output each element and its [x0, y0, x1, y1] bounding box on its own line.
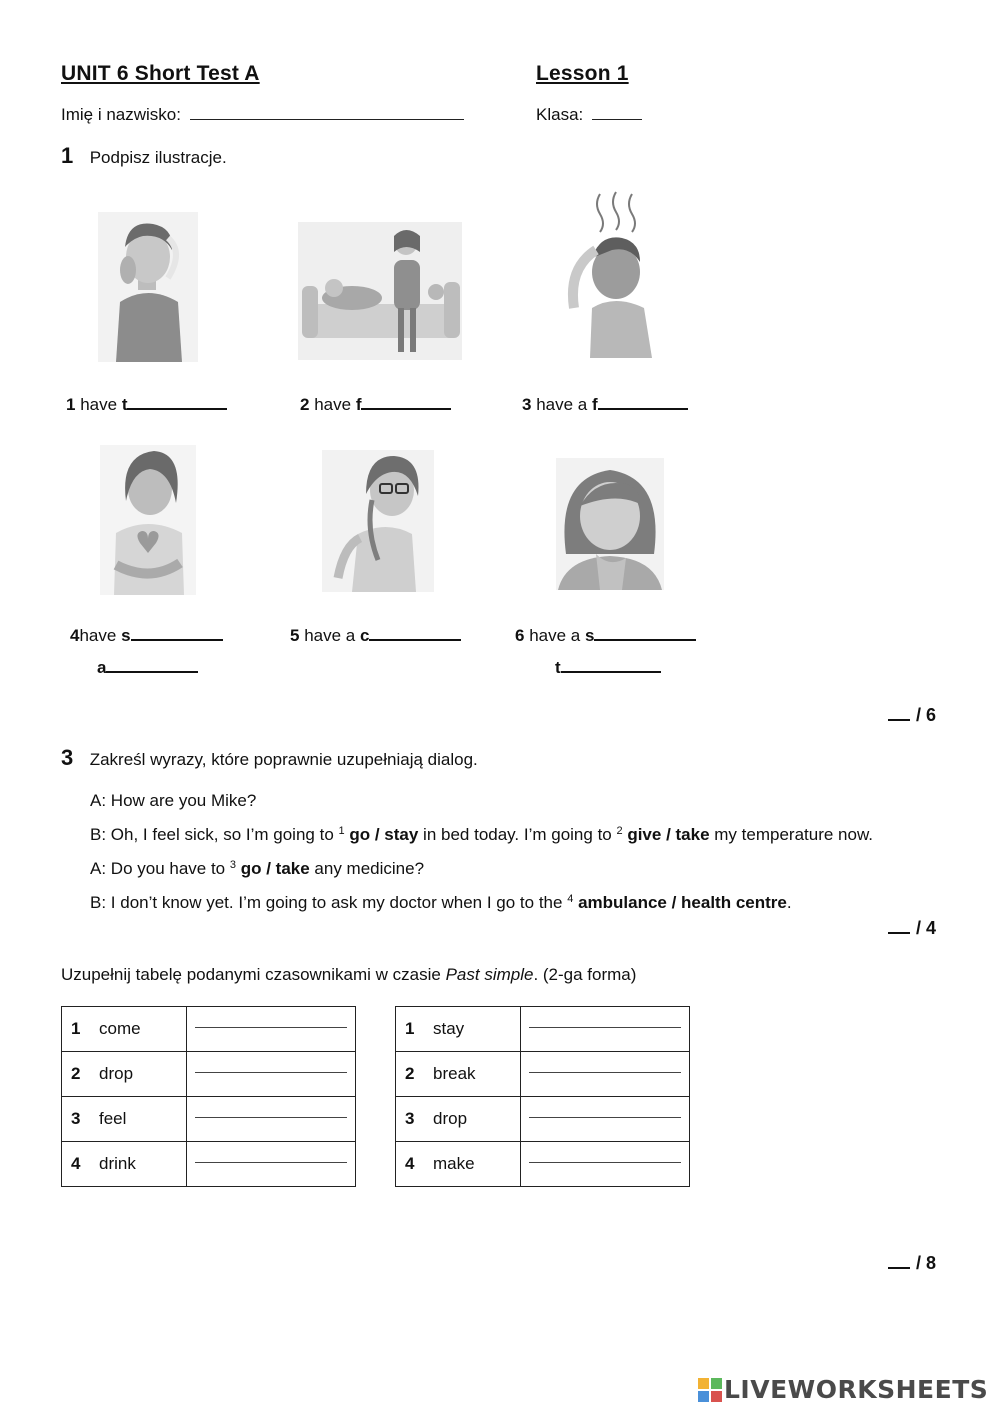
dialog-text: : Oh, I feel sick, so I’m going to: [101, 825, 339, 844]
caption-6-letter-2: t: [555, 658, 561, 677]
gap-number: 3: [229, 859, 236, 871]
row-number: 4: [71, 1154, 81, 1173]
exercise-3-score-blank: [888, 918, 910, 934]
caption-1-letter: t: [121, 395, 128, 414]
dialog-line-2: [90, 816, 970, 850]
speaker-label: A: [90, 859, 102, 878]
verb-table-right: [395, 1006, 690, 1187]
class-input[interactable]: [592, 105, 642, 120]
table-exercise-score-total: / 8: [916, 1253, 937, 1273]
verb-cell: [62, 1097, 187, 1142]
caption-2-letter: f: [355, 395, 362, 414]
speaker-label: B: [90, 825, 102, 844]
gap-number: 2: [616, 825, 623, 837]
liveworksheets-logo: LIVEWORKSHEETS: [724, 1375, 989, 1404]
table-row: [396, 1142, 690, 1187]
exercise-3-score: [888, 918, 936, 939]
table-row: [396, 1052, 690, 1097]
flu-illustration: [298, 222, 462, 360]
answer-cell[interactable]: [521, 1007, 690, 1052]
worksheet-title: UNIT 6 Short Test A: [61, 62, 260, 85]
toothache-illustration: [98, 212, 198, 362]
answer-cell[interactable]: [521, 1142, 690, 1187]
name-label: Imię i nazwisko:: [61, 105, 181, 124]
verb-cell: [396, 1142, 521, 1187]
instruction-italic: Past simple: [445, 965, 534, 984]
stomach-ache-illustration: [100, 445, 196, 595]
caption-6-letter: s: [584, 626, 595, 645]
caption-1-text: have: [80, 395, 118, 414]
speaker-label: A: [90, 791, 102, 810]
instruction-text: . (2-ga forma): [533, 965, 637, 984]
class-label: Klasa:: [536, 105, 584, 124]
cold-illustration: [322, 450, 434, 592]
exercise-3-number: 3: [61, 745, 74, 770]
verb: drink: [99, 1154, 136, 1173]
exercise-1-number: 1: [61, 143, 74, 168]
choice-options-1[interactable]: go / stay: [349, 825, 419, 844]
caption-6-number: 6: [515, 626, 525, 645]
exercise-1-score-total: / 6: [916, 705, 937, 725]
exercise-3-instruction: Zakreśl wyrazy, które poprawnie uzupełniają dialog.: [89, 750, 478, 769]
verb: drop: [433, 1109, 468, 1128]
caption-6: [515, 625, 696, 646]
verb: make: [433, 1154, 475, 1173]
row-number: 2: [71, 1064, 81, 1083]
caption-3-blank[interactable]: [598, 394, 688, 410]
answer-cell[interactable]: [187, 1007, 356, 1052]
caption-4-blank[interactable]: [131, 625, 223, 641]
caption-1-number: 1: [66, 395, 76, 414]
caption-4-letter-2: a: [97, 658, 107, 677]
instruction-text: Uzupełnij tabelę podanymi czasownikami w czasie: [61, 965, 446, 984]
caption-2-number: 2: [300, 395, 310, 414]
caption-5: [290, 625, 461, 646]
liveworksheets-logo-icon: [698, 1378, 722, 1402]
answer-cell[interactable]: [187, 1142, 356, 1187]
table-exercise-score: [888, 1253, 936, 1274]
dialog: [90, 785, 970, 918]
caption-4-blank-2[interactable]: [106, 657, 198, 673]
caption-4-text: have: [79, 626, 117, 645]
choice-options-4[interactable]: ambulance / health centre: [578, 893, 787, 912]
table-row: [62, 1007, 356, 1052]
caption-2-blank[interactable]: [361, 394, 451, 410]
caption-3-text: have a: [536, 395, 588, 414]
dialog-text: : How are you Mike?: [101, 791, 257, 810]
verb: break: [433, 1064, 476, 1083]
verb-table-left: [61, 1006, 356, 1187]
row-number: 3: [405, 1109, 415, 1128]
caption-1: [66, 394, 227, 415]
class-field-row: [536, 105, 642, 125]
answer-cell[interactable]: [521, 1052, 690, 1097]
row-number: 3: [71, 1109, 81, 1128]
exercise-3-score-total: / 4: [916, 918, 937, 938]
caption-1-blank[interactable]: [127, 394, 227, 410]
caption-3-number: 3: [522, 395, 532, 414]
fever-illustration: [560, 188, 660, 358]
exercise-1-header: [61, 143, 227, 169]
caption-5-blank[interactable]: [369, 625, 461, 641]
exercise-1-instruction: Podpisz ilustracje.: [89, 148, 227, 167]
table-row: [62, 1052, 356, 1097]
dialog-text: in bed today. I’m going to: [418, 825, 617, 844]
answer-cell[interactable]: [521, 1097, 690, 1142]
dialog-text: my temperature now.: [709, 825, 874, 844]
dialog-text: : I don’t know yet. I’m going to ask my doctor when I go to the: [101, 893, 568, 912]
caption-4-letter: s: [121, 626, 131, 645]
verb: come: [99, 1019, 141, 1038]
name-field-row: [61, 105, 464, 125]
caption-4-line-2: [97, 657, 198, 678]
table-row: [396, 1097, 690, 1142]
table-row: [62, 1097, 356, 1142]
caption-5-number: 5: [290, 626, 300, 645]
table-exercise-instruction: [61, 965, 636, 985]
verb: stay: [433, 1019, 465, 1038]
dialog-text: : Do you have to: [101, 859, 230, 878]
caption-3: [522, 394, 688, 415]
row-number: 2: [405, 1064, 415, 1083]
verb-cell: [396, 1007, 521, 1052]
name-input[interactable]: [190, 105, 464, 120]
choice-options-2[interactable]: give / take: [627, 825, 710, 844]
caption-6-blank[interactable]: [594, 625, 696, 641]
exercise-1-score: [888, 705, 936, 726]
caption-2-text: have: [314, 395, 352, 414]
verb-cell: [62, 1142, 187, 1187]
verb-cell: [62, 1052, 187, 1097]
verb-cell: [62, 1007, 187, 1052]
dialog-text: .: [786, 893, 792, 912]
verb: feel: [99, 1109, 127, 1128]
speaker-label: B: [90, 893, 102, 912]
verb: drop: [99, 1064, 134, 1083]
caption-5-letter: c: [359, 626, 370, 645]
row-number: 1: [405, 1019, 415, 1038]
dialog-line-4: [90, 884, 970, 918]
caption-4: [70, 625, 223, 646]
table-exercise-score-blank: [888, 1253, 910, 1269]
row-number: 1: [71, 1019, 81, 1038]
table-row: [62, 1142, 356, 1187]
dialog-line-3: [90, 850, 970, 884]
gap-number: 4: [567, 893, 574, 905]
lesson-title: Lesson 1: [536, 62, 629, 85]
answer-cell[interactable]: [187, 1052, 356, 1097]
verb-cell: [396, 1097, 521, 1142]
gap-number: 1: [338, 825, 345, 837]
caption-3-letter: f: [591, 395, 598, 414]
caption-6-blank-2[interactable]: [561, 657, 661, 673]
dialog-line-1: [90, 785, 970, 816]
caption-6-line-2: [555, 657, 661, 678]
verb-cell: [396, 1052, 521, 1097]
row-number: 4: [405, 1154, 415, 1173]
exercise-3-header: [61, 745, 478, 771]
dialog-text: any medicine?: [309, 859, 425, 878]
choice-options-3[interactable]: go / take: [240, 859, 310, 878]
caption-2: [300, 394, 451, 415]
answer-cell[interactable]: [187, 1097, 356, 1142]
exercise-1-score-blank: [888, 705, 910, 721]
sore-throat-illustration: [556, 458, 664, 590]
caption-4-number: 4: [70, 626, 80, 645]
caption-5-text: have a: [304, 626, 356, 645]
table-row: [396, 1007, 690, 1052]
caption-6-text: have a: [529, 626, 581, 645]
